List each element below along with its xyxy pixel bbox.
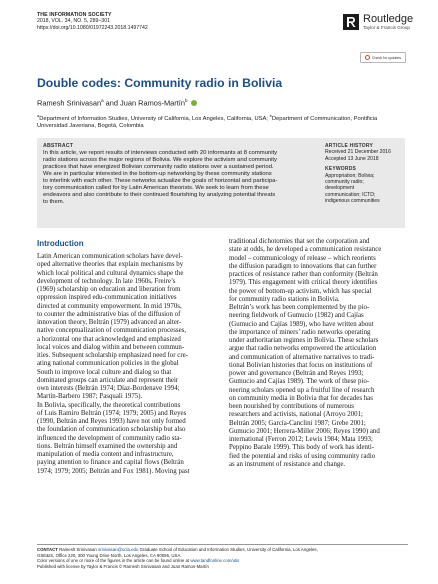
- affil-line-2: Universidad Javeriana, Bogotá, Colombia: [37, 123, 144, 130]
- affiliations: [37, 112, 412, 131]
- abstract-line: tory communication called for by Latin American theorists. We seek to learn from these: [43, 185, 269, 192]
- body-text-line: as an instrument of resistance and change.: [229, 460, 346, 468]
- journal-doi[interactable]: https://doi.org/10.1080/01972243.2018.1497742: [37, 24, 148, 31]
- body-column-right: [229, 238, 408, 469]
- body-text-line: development of technology. In late 1960s, Freire’s: [37, 277, 176, 285]
- check-for-updates-label: Check for updates: [371, 55, 402, 60]
- author-sup-a: a: [101, 98, 104, 103]
- body-text-line: traditional dichotomies that set the corporation and: [229, 238, 370, 245]
- accepted-date: Accepted 13 June 2018: [325, 155, 379, 162]
- body-text-line: 1979). This engagement with critical theory identifies: [229, 279, 378, 287]
- journal-volume: 2018, VOL. 34, NO. 5, 289–301: [37, 18, 110, 25]
- contact-rest: Graduate School of Education and Information Studies, University of California, Los Angeles,: [138, 547, 318, 552]
- keyword-line: communication; ICTD;: [325, 191, 376, 198]
- body-text-line: Beltrán’s work has been complemented by the pio-: [229, 304, 370, 311]
- keyword-line: indigenous communities: [325, 198, 380, 205]
- abstract-box: [37, 138, 405, 228]
- contact-email-link[interactable]: srinivasan@ucla.edu: [98, 547, 139, 552]
- keyword-line: development: [325, 185, 355, 192]
- received-date: Received 21 December 2016: [325, 149, 391, 156]
- body-text-line: oped alternative theories that explain mechanisms by: [37, 261, 184, 269]
- body-text-line: model – communicology of release – which reorients: [229, 254, 376, 262]
- abstract-line: radio stations across the major regions of Bolivia. We explore the activism and community: [43, 157, 277, 164]
- body-text-line: manipulation of media content and infrastructure,: [37, 451, 174, 458]
- body-text-line: international (Ferron 2012; Lewis 1984; Mata 1993;: [229, 436, 373, 443]
- journal-name: THE INFORMATION SOCIETY: [37, 12, 112, 18]
- body-text-line: native conceptualization of communication processes,: [37, 327, 187, 335]
- body-text-line: own interests (Beltrán 1974; Díaz-Bordenave 1994;: [37, 385, 180, 392]
- body-text-line: of Luis Ramiro Beltrán (1974; 1979; 2005) and Reyes: [37, 409, 187, 417]
- body-text-line: (Gumucio and Cajías 1989), who have written about: [229, 320, 374, 328]
- publisher-logo[interactable]: [343, 14, 413, 31]
- article-history-heading: ARTICLE HISTORY: [325, 143, 374, 149]
- body-text-line: 1974; 1979; 2005; Beltrán and Fox 1981). Moving past: [37, 467, 190, 475]
- abstract-line: endeavors and also contribute to their continued flourishing by analyzing potential threats: [43, 192, 276, 199]
- body-text-line: researchers and activists, national (Arroyo 2001;: [229, 411, 363, 419]
- author-first[interactable]: Ramesh Srinivasan: [37, 98, 102, 108]
- body-text-line: innovation theory, Beltrán (1979) advanced an alter-: [37, 319, 182, 326]
- journal-info: [37, 12, 148, 31]
- body-text-line: the power of bottom-up activism, which has special: [229, 287, 372, 295]
- body-text-line: under authoritarian regimes in Bolivia. These scholars: [229, 337, 379, 344]
- license-line: Published with license by Taylor & Francis © Ramesh Srinivasan and Juan Ramos-Martín: [37, 563, 209, 569]
- body-text-line: power and governance (Beltrán and Reyes 1993;: [229, 370, 364, 377]
- keyword-line: community radio;: [325, 179, 364, 186]
- body-text-line: Gumucio and Cajías 1989). The work of these pio-: [229, 378, 370, 386]
- body-text-line: Gumucio 2001; Herrera-Miller 2006; Reyes 1990) and: [229, 427, 380, 435]
- check-for-updates-button[interactable]: [360, 52, 406, 63]
- body-text-line: dominated groups can articulate and represent their: [37, 376, 179, 384]
- body-text-line: Latin American communication scholars have devel-: [37, 253, 183, 260]
- body-text-line: neering fieldwork of Gumucio (1982) and Cajías: [229, 312, 364, 320]
- body-text-line: the diffusion paradigm to innovations that can further: [229, 262, 377, 270]
- body-text-line: paying attention to finance and capital flows (Beltrán: [37, 459, 184, 467]
- body-text-line: the importance of miners’ radio networks operating: [229, 328, 371, 336]
- footer: [37, 547, 409, 569]
- body-text-line: directed at community empowerment. In mid 1970s,: [37, 302, 182, 310]
- body-text-line: tions. Beltrán himself examined the ownership and: [37, 442, 178, 450]
- journal-site-link[interactable]: www.tandfonline.com/utis: [190, 558, 240, 564]
- body-text-line: a horizontal one that acknowledged and emphasized: [37, 335, 181, 343]
- abstract-text: [43, 150, 311, 206]
- footer-divider: [37, 544, 408, 545]
- author-sup-b: b: [184, 98, 188, 103]
- contact-label: CONTACT: [37, 547, 58, 552]
- article-meta: [325, 143, 401, 205]
- body-text-line: state at odds, he developed a communication resistance: [229, 246, 382, 254]
- body-text-line: ating national communication policies in the global: [37, 360, 179, 368]
- body-text-line: In Bolivia, specifically, the theoretical contributions: [37, 401, 181, 409]
- section-heading-introduction: Introduction: [37, 239, 84, 248]
- abstract-line: In this article, we report results of interviews conducted with 20 informants at 8 community: [43, 150, 278, 156]
- orcid-icon[interactable]: [191, 100, 198, 107]
- abstract-line: to them.: [43, 199, 65, 206]
- body-text-line: been nourished by contributions of numerous: [229, 403, 354, 410]
- keyword-line: Appropriation; Bolivia;: [325, 172, 375, 179]
- body-text-line: which local political and cultural dynamics shape the: [37, 269, 184, 277]
- body-text-line: tional Bolivian histories that focus on institutions of: [229, 361, 373, 369]
- article-title: Double codes: Community radio in Bolivia: [37, 76, 283, 90]
- body-text-line: the foundation of communication scholarship but also: [37, 426, 186, 434]
- body-text-line: on community media in Bolivia that for decades has: [229, 394, 373, 402]
- body-text-line: and communication of alternative narratives to tradi-: [229, 353, 375, 361]
- logo-sub: Taylor & Francis Group: [363, 25, 410, 30]
- body-text-line: for community radio stations in Bolivia.: [229, 295, 340, 303]
- body-text-line: Martín-Barbero 1987; Pasquali 1975).: [37, 393, 143, 401]
- body-text-line: oppression inspired edu-communication initiatives: [37, 294, 177, 302]
- body-text-line: fied the potential and risks of using community radio: [229, 452, 376, 460]
- body-text-line: local voices and dialog within and between commun-: [37, 343, 185, 351]
- contact-address: GSE&IS, Office 220, 300 Young Drive North, Los Angeles, CA 90095, USA.: [37, 552, 182, 558]
- logo-name: Routledge: [363, 13, 414, 25]
- color-note: Color versions of one or more of the figures in the article can be found online at: [37, 558, 191, 564]
- abstract-heading: ABSTRACT: [43, 143, 74, 149]
- body-text-line: (1969) scholarship on education and liberation from: [37, 286, 181, 293]
- body-text-line: neering scholars opened up a fruitful line of research: [229, 386, 375, 394]
- contact-name: Ramesh Srinivasan: [57, 547, 98, 552]
- routledge-logo-icon: [343, 14, 359, 30]
- keywords-heading: KEYWORDS: [325, 166, 357, 173]
- body-text-line: Peppino Barale 1999). This body of work has identi-: [229, 444, 375, 452]
- author-list: [37, 98, 197, 107]
- affil-sup-b: b: [269, 113, 272, 118]
- body-text-line: (1990, Beltrán and Reyes 1993) have not only formed: [37, 418, 186, 425]
- abstract-line: We are in particular interested in the bottom-up networking by these community stations: [43, 171, 272, 178]
- abstract-line: practices that have energized Bolivian community radio stations over a sustained period.: [43, 164, 274, 171]
- body-text-line: argue that radio networks empowered the articulation: [229, 345, 377, 353]
- body-text-line: to counter the administrative bias of the diffusion of: [37, 310, 181, 318]
- crossmark-icon: [365, 55, 370, 60]
- body-column-left: [37, 253, 217, 476]
- affil-part-b: Department of Communication, Pontificia: [271, 115, 378, 122]
- body-text-line: practices of resistance rather than conformity (Beltrán: [229, 271, 378, 278]
- affil-part-a: Department of Information Studies, University of California, Los Angeles, California, USA;: [39, 115, 270, 122]
- author-second[interactable]: and Juan Ramos-Martín: [103, 98, 185, 108]
- body-text-line: South to improve local culture and dialog so that: [37, 368, 172, 376]
- affil-sup-a: a: [37, 113, 40, 118]
- body-text-line: Beltrán 2005; García-Canclini 1987; Grebe 2001;: [229, 419, 366, 427]
- abstract-line: to interlink with each other. These networks actualize the goals of horizontal and participa-: [43, 178, 278, 185]
- body-text-line: ities. Subsequent scholarship emphasized need for cre-: [37, 352, 188, 359]
- body-text-line: influenced the development of community radio sta-: [37, 434, 182, 442]
